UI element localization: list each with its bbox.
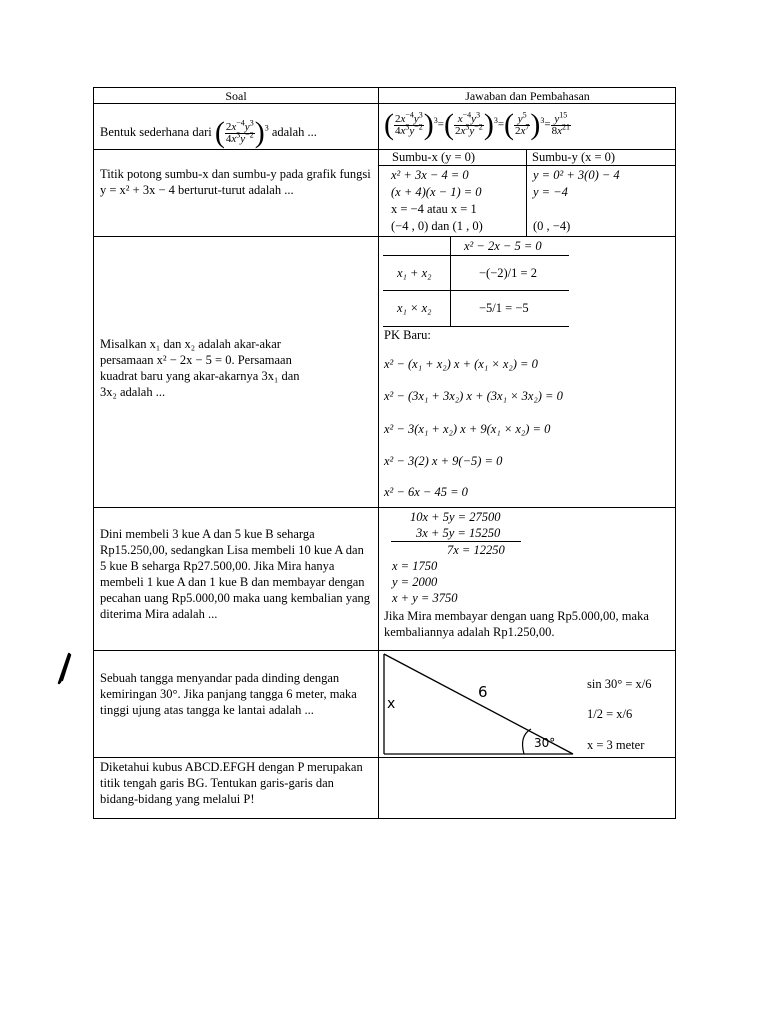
q4-line-6: x + y = 3750 bbox=[392, 591, 458, 605]
row-divider bbox=[94, 757, 675, 758]
row-divider bbox=[94, 236, 675, 237]
q2-subheader-line bbox=[379, 165, 676, 166]
q3-table-head: x² − 2x − 5 = 0 bbox=[464, 239, 542, 253]
q5-eq-2: 1/2 = x/6 bbox=[587, 707, 633, 721]
q5-label-x: x bbox=[387, 696, 396, 712]
q3-sum-label: x₁ + x₂ bbox=[397, 266, 432, 280]
q5-eq-3: x = 3 meter bbox=[587, 738, 645, 752]
angle-arc bbox=[523, 729, 531, 754]
q2-col-x-title: Sumbu-x (y = 0) bbox=[392, 150, 476, 164]
q2-x-line-2: (x + 4)(x − 1) = 0 bbox=[391, 185, 482, 199]
q3-step-3: x² − 3(x₁ + x₂) x + 9(x₁ × x₂) = 0 bbox=[384, 422, 551, 436]
q3-pk-title: PK Baru: bbox=[384, 328, 431, 342]
column-divider bbox=[378, 88, 379, 818]
q5-label-6: 6 bbox=[478, 683, 488, 701]
q2-question: Titik potong sumbu-x dan sumbu-y pada grafik fungsi y = x² + 3x − 4 berturut-turut adalah ... bbox=[100, 167, 371, 197]
q4-line-2: 3x + 5y = 15250 bbox=[416, 526, 501, 540]
q1-prefix: Bentuk sederhana dari bbox=[100, 124, 212, 139]
row-divider bbox=[94, 103, 675, 104]
q2-y-line-4: (0 , −4) bbox=[533, 219, 571, 233]
q2-x-line-4: (−4 , 0) dan (1 , 0) bbox=[391, 219, 483, 233]
q2-y-line-1: y = 0² + 3(0) − 4 bbox=[533, 168, 620, 182]
q5-label-angle: 30° bbox=[534, 736, 556, 750]
worksheet-table bbox=[93, 87, 676, 819]
row-divider bbox=[94, 507, 675, 508]
q3-prod-label: x₁ × x₂ bbox=[397, 301, 432, 315]
q4-line-5: y = 2000 bbox=[392, 575, 438, 589]
q3-step-4: x² − 3(2) x + 9(−5) = 0 bbox=[384, 454, 503, 468]
q2-col-y-title: Sumbu-y (x = 0) bbox=[532, 150, 616, 164]
q6-question: Diketahui kubus ABCD.EFGH dengan P merupakan titik tengah garis BG. Tentukan garis-garis dan bidang-bidang yang melalui P! bbox=[100, 760, 363, 806]
q5-question: Sebuah tangga menyandar pada dinding dengan kemiringan 30°. Jika panjang tangga 6 meter, maka tinggi ujung atas tangga ke lantai adalah ... bbox=[100, 671, 357, 717]
q3-vieta-line bbox=[383, 255, 569, 256]
q2-x-line-1: x² + 3x − 4 = 0 bbox=[391, 168, 469, 182]
q4-line-3: 7x = 12250 bbox=[447, 543, 505, 557]
q4-line-1: 10x + 5y = 27500 bbox=[410, 510, 501, 524]
q1-answer: ( $\frac{2x^{-4}y^3}{4x^3y^{-2}}$ )$^3$=( $\frac{x^{-4}y^3}{2x^3y^{-2}}$ )$^3$=( $\frac{y^5}{2x^7}$ )$^3$= $\frac{y^{15}}{8x^{21}}$ bbox=[384, 108, 571, 141]
q5-eq-1: sin 30° = x/6 bbox=[587, 677, 652, 691]
q3-question bbox=[100, 336, 372, 400]
q1-question: Bentuk sederhana dari ( $\frac{2x^{-4}y^3}{4x^3y^{-2}}$ )$^3$ adalah ... bbox=[100, 116, 317, 149]
q2-subcolumn-divider bbox=[526, 149, 527, 236]
q4-line-4: x = 1750 bbox=[392, 559, 438, 573]
q3-question-line-2: persamaan x² − 2x − 5 = 0. Persamaan bbox=[100, 353, 292, 367]
q3-vieta-line bbox=[383, 290, 569, 291]
q3-step-2: x² − (3x₁ + 3x₂) x + (3x₁ × 3x₂) = 0 bbox=[384, 389, 563, 403]
q1-suffix: adalah ... bbox=[271, 124, 317, 139]
q3-question-line-1: Misalkan x₁ dan x₂ adalah akar-akar bbox=[100, 337, 281, 351]
header-jawaban: Jawaban dan Pembahasan bbox=[465, 89, 590, 103]
header-soal: Soal bbox=[225, 89, 247, 103]
q3-step-1: x² − (x₁ + x₂) x + (x₁ × x₂) = 0 bbox=[384, 357, 538, 371]
q3-prod-value: −5/1 = −5 bbox=[479, 301, 529, 315]
q3-question-line-3: kuadrat baru yang akar-akarnya 3x₁ dan bbox=[100, 369, 300, 383]
q3-step-5: x² − 6x − 45 = 0 bbox=[384, 485, 468, 499]
q3-sum-value: −(−2)/1 = 2 bbox=[479, 266, 537, 280]
pen-mark bbox=[55, 652, 75, 686]
q4-conclusion: Jika Mira membayar dengan uang Rp5.000,00, maka kembaliannya adalah Rp1.250,00. bbox=[384, 609, 649, 639]
q4-question: Dini membeli 3 kue A dan 5 kue B seharga Rp15.250,00, sedangkan Lisa membeli 10 kue A dan 5 kue B seharga Rp27.500,00. Jika Mira hanya membeli 1 kue A dan 1 kue B dan membayar dengan pecahan uang Rp5.000,00 maka uang kembalian yang diterima Mira adalah ... bbox=[100, 527, 371, 621]
q3-vieta-divider bbox=[450, 236, 451, 326]
q2-x-line-3: x = −4 atau x = 1 bbox=[391, 202, 477, 216]
q2-y-line-2: y = −4 bbox=[533, 185, 568, 199]
q3-question-line-4: 3x₂ adalah ... bbox=[100, 385, 166, 399]
